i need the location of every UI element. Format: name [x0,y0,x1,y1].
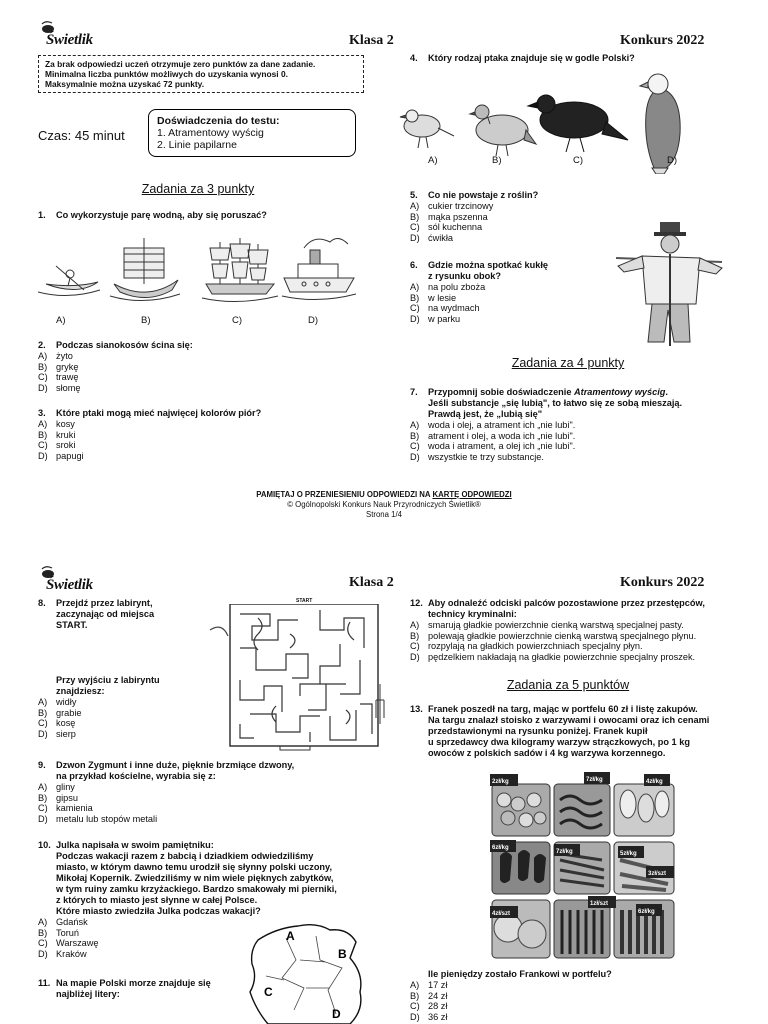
question-5: 5. Co nie powstaje z roślin? A) cukier trzcinowy B) mąka pszenna C) sól kuchenna D) ćwikła [410,190,539,243]
question-7: 7. Przypomnij sobie doświadczenie Atramentowy wyścig. Jeśli substancje „się lubią", to łatwo się ze sobą mieszają. Prawdą jest, że „lubią się" A) woda i olej, a atrament ich „nie lubi". B) atrament i olej, a woda ich „nie lubi". C) woda i atrament, a olej ich „nie lubi". D) wszystkie te trzy substancje. [410,387,730,462]
sparrow-icon [400,110,454,148]
question-3: 3. Które ptaki mogą mieć najwięcej kolorów piór? A) kosy B) kruki C) sroki D) papugi [38,408,262,461]
viking-ship-icon [110,238,180,301]
q4-label-d: D) [667,155,678,166]
option[interactable]: A) widły [38,697,77,707]
question-6: 6. Gdzie można spotkać kukłę z rysunku obok? A) na polu zboża B) w lesie C) na wydmach D) w parku [410,260,548,324]
option[interactable]: B) kruki [38,429,76,440]
experiments-title: Doświadczenia do testu: [157,115,280,127]
klasa-label: Klasa 2 [349,575,394,590]
steamboat-icon [282,238,356,299]
option[interactable]: C) Warszawę [38,938,99,949]
option[interactable]: A) Gdańsk [38,917,88,927]
option[interactable]: C) sroki [38,440,76,451]
rules-box [38,55,364,93]
option[interactable]: B) gipsu [38,792,78,803]
page-1-footer: PAMIĘTAJ O PRZENIESIENIU ODPOWIEDZI NA KARTĘ ODPOWIEDZI © Ogólnopolski Konkurs Nauk Przyrodniczych Świetlik® Strona 1/4 [0,490,768,520]
option[interactable]: D) 36 zł [410,1011,448,1022]
price-tag: 1zł/szt [590,901,609,907]
price-tag: 2zł/kg [492,779,509,785]
question-13: 13. Franek poszedł na targ, mając w portfelu 60 zł i listę zakupów. Na targu znalazł stoisko z warzywami i owocami oraz ich cenami przedstawionymi na rysunku poniżej. Franek kupił u sprzedawcy dwa kilogramy warzyw strączkowych, po 1 kg owoców z polskich sadów i 4 kg warzywa korzennego. [410,704,710,758]
option[interactable]: D) w parku [410,313,461,324]
option[interactable]: D) pędzelkiem nakładają na gładkie powierzchnie specjalny proszek. [410,651,696,662]
experiment-item: 2. Linie papilarne [157,139,237,151]
option[interactable]: B) grykę [38,361,79,372]
price-tag: 5zł/kg [620,851,637,857]
page-number: Strona 1/4 [366,510,402,519]
q4-label-c: C) [573,155,584,166]
option[interactable]: A) cukier trzcinowy [410,201,494,211]
option[interactable]: D) słomę [38,382,81,393]
option[interactable]: C) sól kuchenna [410,222,483,233]
option[interactable]: C) kosę [38,718,76,729]
q4-label-b: B) [492,155,502,166]
experiments-box [148,109,356,157]
map-letter-a: A [286,929,295,943]
q4-label-a: A) [428,155,438,166]
q1-label-d: D) [308,315,319,326]
poland-map [246,918,368,1024]
question-4: 4. Który rodzaj ptaka znajduje się w godle Polski? [410,53,635,63]
maze-illustration [200,604,394,754]
option[interactable]: C) 28 zł [410,1001,448,1012]
option[interactable]: D) ćwikła [410,232,454,243]
rule-line: Za brak odpowiedzi uczeń otrzymuje zero punktów za dane zadanie. [45,59,316,69]
option[interactable]: D) wszystkie te trzy substancje. [410,451,544,462]
question-9: 9. Dzwon Zygmunt i inne duże, pięknie brzmiące dzwony, na przykład kościelne, wyrabia się z: A) gliny B) gipsu C) kamienia D) metalu lub stopów metali [38,760,368,824]
q1-label-c: C) [232,315,243,326]
option[interactable]: A) 17 zł [410,980,448,990]
option[interactable]: B) mąka pszenna [410,211,488,222]
sailing-ship-icon [202,238,278,302]
question-2: 2. Podczas sianokosów ścina się: A) żyto B) grykę C) trawę D) słomę [38,340,193,393]
crow-icon [528,95,628,152]
option[interactable]: B) Toruń [38,927,79,938]
q1-label-a: A) [56,315,66,326]
option[interactable]: D) papugi [38,450,84,461]
q1-vehicles-illustration [38,232,358,312]
klasa-label: Klasa 2 [349,33,394,48]
price-tag: 4zł/kg [646,779,663,785]
section-3-points: Zadania za 3 punkty [141,182,255,196]
q1-label-b: B) [141,315,151,326]
option[interactable]: A) woda i olej, a atrament ich „nie lubi". [410,420,576,430]
option[interactable]: A) żyto [38,351,73,361]
question-13-answers: Ile pieniędzy zostało Frankowi w portfelu? A) 17 zł B) 24 zł C) 28 zł D) 36 zł [428,969,728,1022]
market-stall-illustration [488,770,678,968]
scarecrow-icon [612,220,724,348]
option[interactable]: A) gliny [38,782,75,792]
option[interactable]: A) na polu zboża [410,282,486,292]
rule-line: Maksymalnie można uzyskać 72 punkty. [45,79,205,89]
canoe-icon [38,266,100,296]
question-10: 10. Julka napisała w swoim pamiętniku: Podczas wakacji razem z babcią i dziadkiem odwiedziliśmy miasto, w którym dawno temu urodził się słynny polski uczony, Mikołaj Kopernik. Zwiedziliśmy w nim wiele pięknych zabytków, w tym ruiny zamku krzyżackiego. Bardzo smakowały mi pierniki, z których to miasto jest słynne w całej Polsce. Które miasto zwiedziła Julka podczas wakacji? A) Gdańsk B) Toruń C) Warszawę D) Kraków [38,840,368,959]
pitchfork-icon [376,684,384,724]
option[interactable]: C) na wydmach [410,303,480,314]
question-12: 12. Aby odnaleźć odciski palców pozostawione przez przestępców, technicy kryminalni: A) smarują gładkie powierzchnie cienką warstwą specjalnej pasty. B) polewają gładkie powierzchnie cienką warstwą specjalnego płynu. C) rozpylają na gładkich powierzchniach specjalny płyn. D) pędzelkiem nakładają na gładkie powierzchnie specjalny proszek. [410,598,740,662]
rule-line: Minimalna liczba punktów możliwych do uzyskania wynosi 0. [45,69,288,79]
price-tag: 6zł/kg [638,909,655,915]
option[interactable]: C) trawę [38,372,79,383]
pigeon-icon [470,105,536,156]
price-tag: 6zł/kg [492,845,509,851]
option[interactable]: C) woda i atrament, a olej ich „nie lubi". [410,441,576,452]
q4-birds-illustration [398,64,698,174]
option[interactable]: D) metalu lub stopów metali [38,813,158,824]
logo: Świetlik [38,20,98,44]
map-letter-d: D [332,1007,341,1021]
konkurs-label: Konkurs 2022 [620,575,705,590]
section-4-points: Zadania za 4 punkty [511,356,625,370]
option[interactable]: C) rozpylają na gładkich powierzchniach specjalny płyn. [410,641,643,652]
section-5-points: Zadania za 5 punktów [506,678,630,692]
logo: Świetlik [38,565,98,589]
question-8: 8. Przejdź przez labirynt, zaczynając od miejsca START. Przy wyjściu z labiryntu znajdziesz: A) widły B) grabie C) kosę D) sierp [38,598,228,739]
option[interactable]: D) sierp [38,728,76,739]
question-11: 11. Na mapie Polski morze znajduje się najbliżej litery: [38,978,211,999]
konkurs-label: Konkurs 2022 [620,33,705,48]
option[interactable]: C) kamienia [38,803,93,814]
option[interactable]: B) grabie [38,707,82,718]
option[interactable]: B) polewają gładkie powierzchnie cienką warstwą specjalnego płynu. [410,630,697,641]
option[interactable]: A) smarują gładkie powierzchnie cienką warstwą specjalnej pasty. [410,620,684,630]
option[interactable]: B) atrament i olej, a woda ich „nie lubi". [410,430,576,441]
map-letter-c: C [264,985,273,999]
question-1: 1. Co wykorzystuje parę wodną, aby się poruszać? [38,210,267,220]
maze-start-label: START [296,598,313,604]
price-tag: 3zł/szt [648,871,667,877]
option[interactable]: A) kosy [38,419,75,429]
price-tag: 7zł/kg [586,777,603,783]
option[interactable]: B) w lesie [410,292,457,303]
time-label: Czas: 45 minut [38,128,125,143]
price-tag: 7zł/kg [556,849,573,855]
option[interactable]: B) 24 zł [410,990,448,1001]
price-tag: 4zł/szt [492,911,511,917]
option[interactable]: D) Kraków [38,948,87,959]
sickle-icon [210,627,228,636]
experiment-item: 1. Atramentowy wyścig [157,127,264,139]
map-letter-b: B [338,947,347,961]
